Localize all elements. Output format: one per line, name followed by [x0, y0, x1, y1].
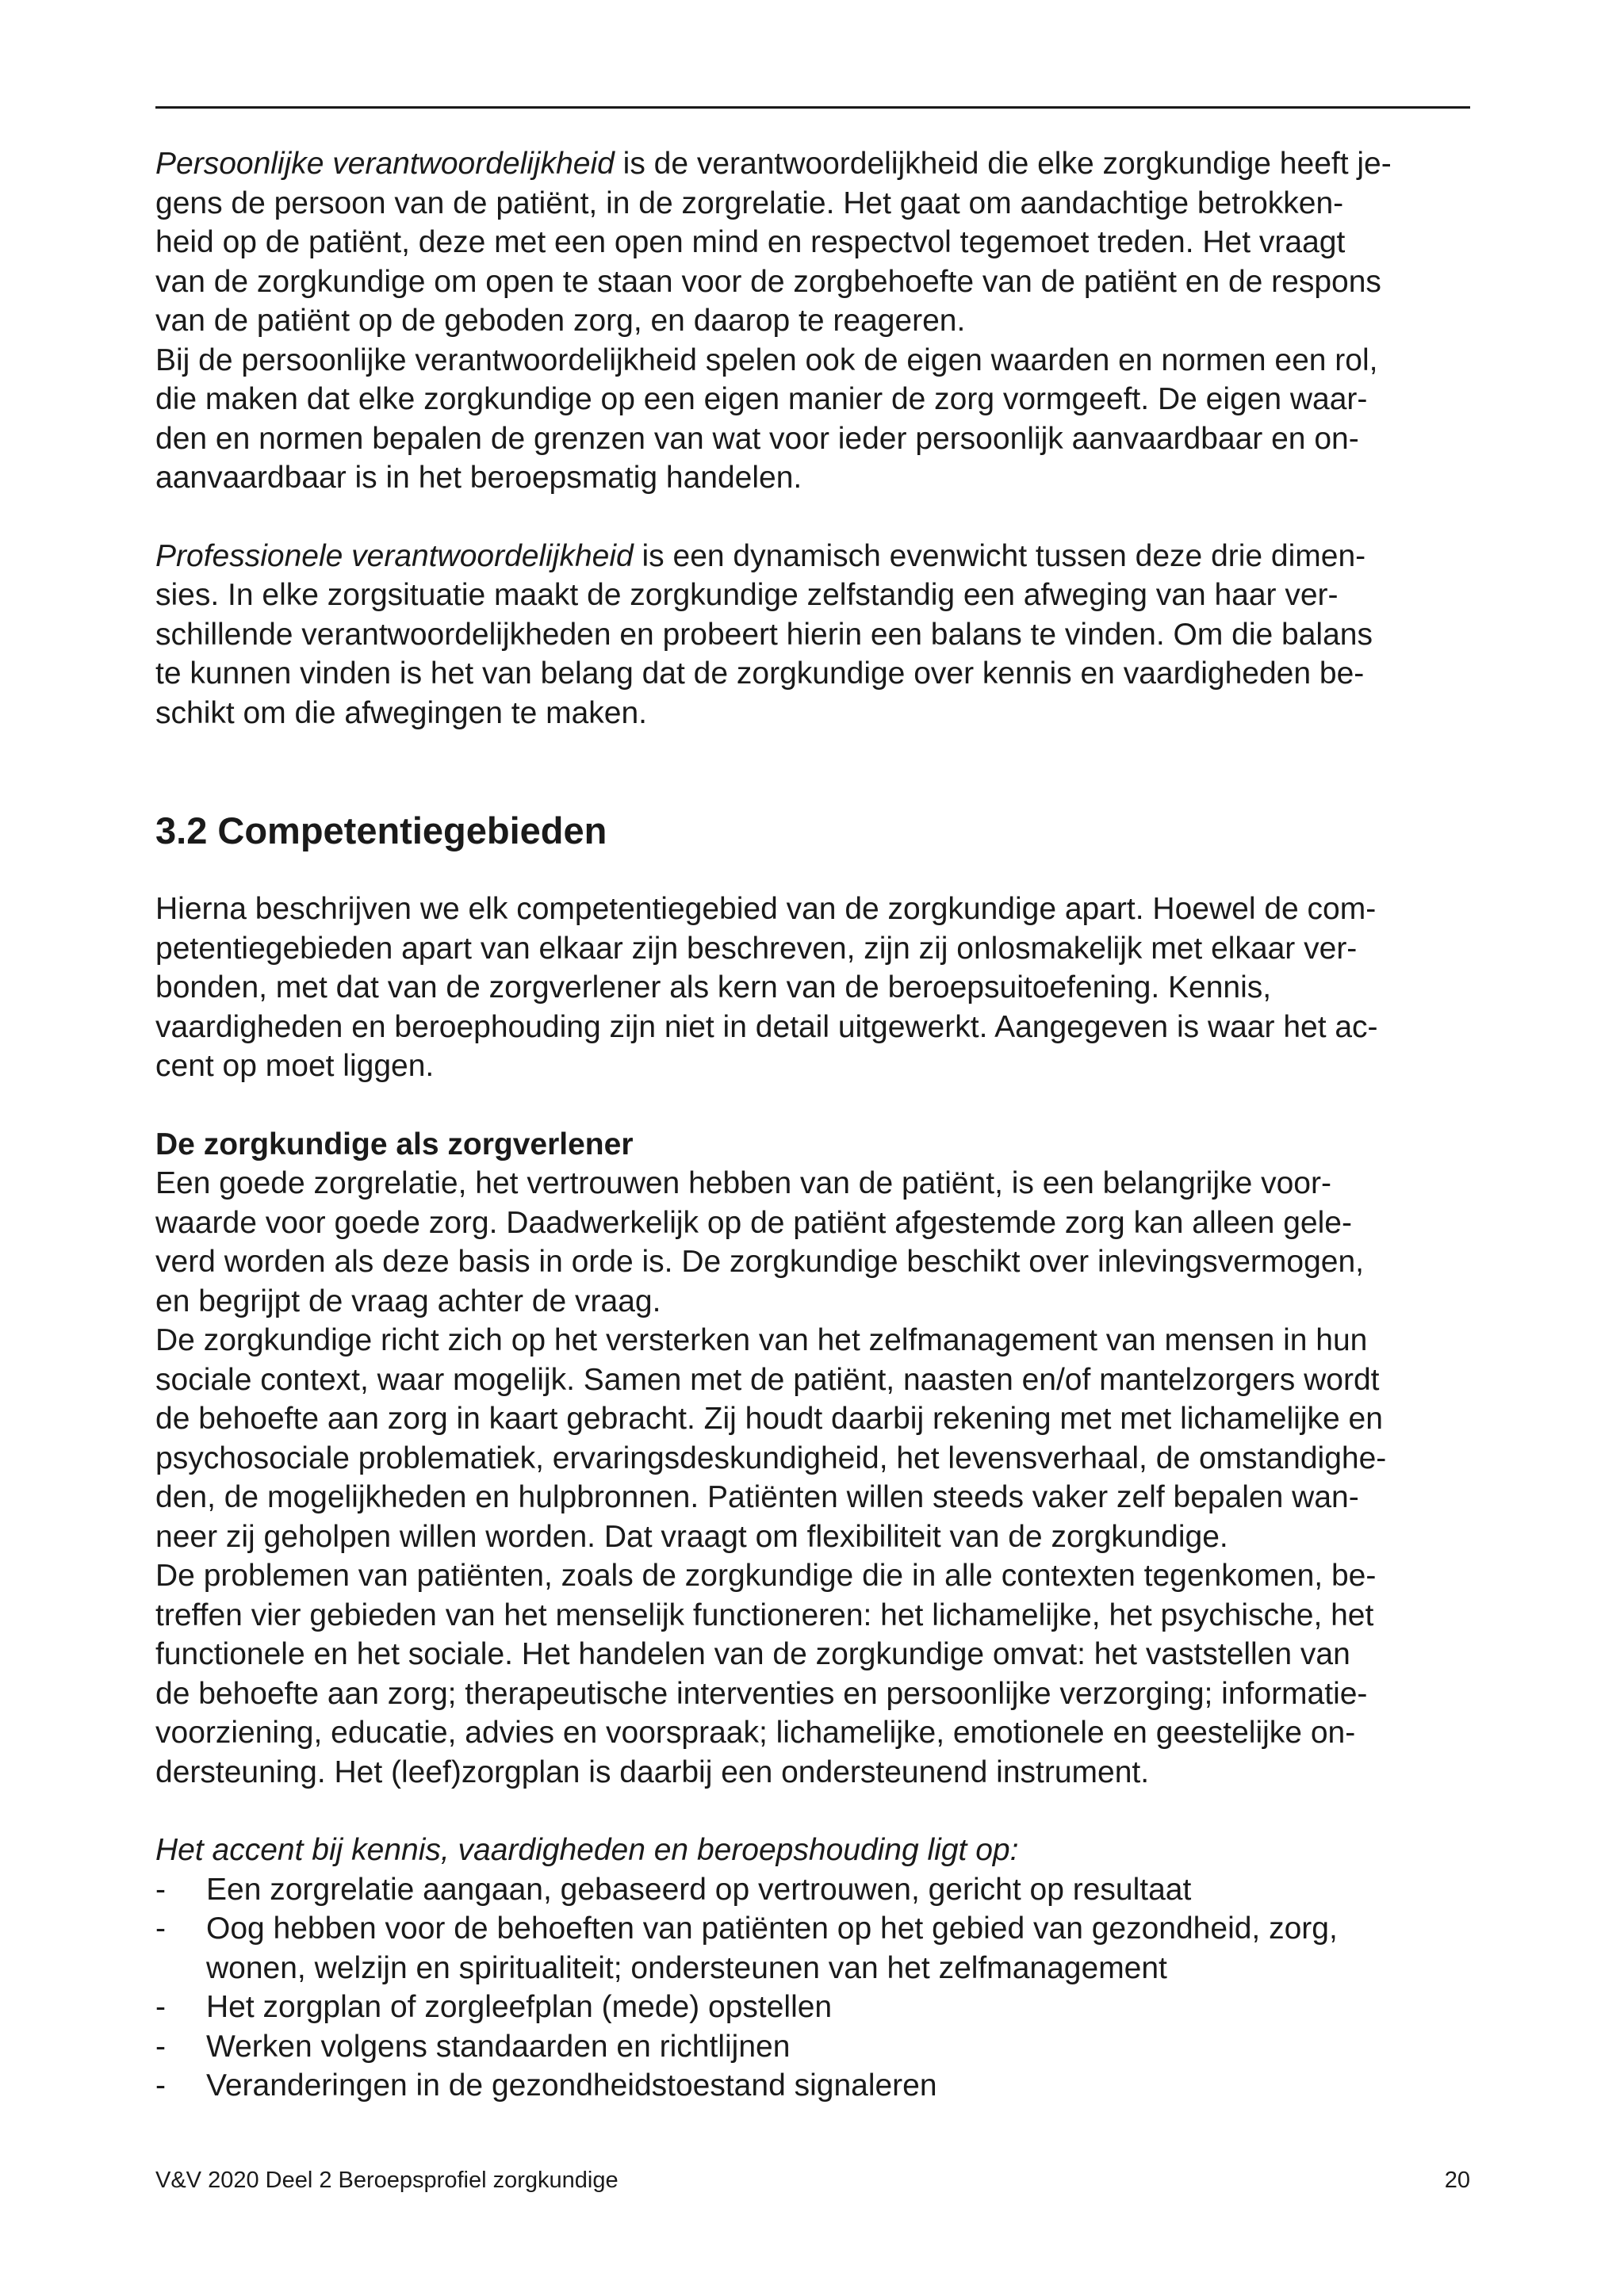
dash-marker: - — [155, 1990, 166, 2024]
subsection-heading: De zorgkundige als zorgverlener — [155, 1127, 634, 1161]
page-number: 20 — [1444, 2168, 1470, 2193]
dash-marker: - — [155, 2029, 166, 2064]
term-personal-responsibility: Persoonlijke verantwoordelijkheid — [155, 147, 615, 181]
list-item: - Een zorgrelatie aangaan, gebaseerd op vertrouwen, gericht op resultaat — [155, 1870, 1470, 1910]
list-item: - Oog hebben voor de behoeften van patiënten op het gebied van gezondheid, zorg, wonen, welzijn en spiritualiteit; ondersteunen van het zelfmanagement — [155, 1909, 1470, 1988]
paragraph-professional-responsibility: Professionele verantwoordelijkheid is een dynamisch evenwicht tussen deze drie dimen- sies. In elke zorgsituatie maakt de zorgkundige zelfstandig een afweging van haar ver- schillende verantwoordelijkheden en probeert hierin een balans te vinden. Om die balans te kunnen vinden is het van belang dat de zorgkundige over kennis en vaardigheden be- schikt om die afwegingen te maken. — [155, 538, 1373, 730]
accent-intro: Het accent bij kennis, vaardigheden en beroepshouding ligt op: — [155, 1833, 1019, 1867]
paragraph-patient-problems: De problemen van patiënten, zoals de zorgkundige die in alle contexten tegenkomen, be- treffen vier gebieden van het menselijk functioneren: het lichamelijke, het psychische, het functionele en het sociale. Het handelen van de zorgkundige omvat: het vaststellen van de behoefte aan zorg; therapeutische interventies en persoonlijke verzorging; informatie- voorziening, educatie, advies en voorspraak; lichamelijke, emotionele en geestelijke on- dersteuning. Het (leef)zorgplan is daarbij een ondersteunend instrument. — [155, 1559, 1377, 1789]
accent-list — [155, 1870, 1470, 2106]
paragraph-self-management: De zorgkundige richt zich op het versterken van het zelfmanagement van mensen in hun sociale context, waar mogelijk. Samen met de patiënt, naasten en/of mantelzorgers wordt de behoefte aan zorg in kaart gebracht. Zij houdt daarbij rekening met met lichamelijke en psychosociale problematiek, ervaringsdeskundigheid, het levensverhaal, de omstandighe- den, de mogelijkheden en hulpbronnen. Patiënten willen steeds vaker zelf bepalen wan- neer zij geholpen willen worden. Dat vraagt om flexibiliteit van de zorgkundige. — [155, 1323, 1387, 1554]
dash-marker: - — [155, 1911, 166, 1946]
page-content — [155, 144, 1470, 2106]
paragraph-own-values: Bij de persoonlijke verantwoordelijkheid spelen ook de eigen waarden en normen een rol, die maken dat elke zorgkundige op een eigen manier de zorg vormgeeft. De eigen waar- den en normen bepalen de grenzen van wat voor ieder persoonlijk aanvaardbaar en on- aanvaardbaar is in het beroepsmatig handelen. — [155, 342, 1378, 495]
list-item: - Het zorgplan of zorgleefplan (mede) opstellen — [155, 1988, 1470, 2027]
section-heading: 3.2 Competentiegebieden — [155, 809, 607, 851]
list-item: - Werken volgens standaarden en richtlijnen — [155, 2027, 1470, 2067]
dash-marker: - — [155, 2068, 166, 2103]
term-professional-responsibility: Professionele verantwoordelijkheid — [155, 538, 634, 573]
footer-title: V&V 2020 Deel 2 Beroepsprofiel zorgkundige — [155, 2168, 619, 2193]
dash-marker: - — [155, 1872, 166, 1907]
list-item: - Veranderingen in de gezondheidstoestand signaleren — [155, 2066, 1470, 2106]
paragraph-personal-responsibility: Persoonlijke verantwoordelijkheid is de verantwoordelijkheid die elke zorgkundige heeft je- gens de persoon van de patiënt, in de zorgrelatie. Het gaat om aandachtige betrokken- heid op de patiënt, deze met een open mind en respectvol tegemoet treden. Het vraagt van de zorgkundige om open te staan voor de zorgbehoefte van de patiënt en de respons van de patiënt op de geboden zorg, en daarop te reageren. — [155, 147, 1392, 338]
paragraph-care-relation: Een goede zorgrelatie, het vertrouwen hebben van de patiënt, is een belangrijke voor- waarde voor goede zorg. Daadwerkelijk op de patiënt afgestemde zorg kan alleen gele- verd worden als deze basis in orde is. De zorgkundige beschikt over inlevingsvermogen, en begrijpt de vraag achter de vraag. — [155, 1166, 1364, 1318]
header-rule — [155, 106, 1470, 109]
paragraph-competence-intro: Hierna beschrijven we elk competentiegebied van de zorgkundige apart. Hoewel de com- petentiegebieden apart van elkaar zijn beschreven, zijn zij onlosmakelijk met elkaar ver- bonden, met dat van de zorgverlener als kern van de beroepsuitoefening. Kennis, vaardigheden en beroephouding zijn niet in detail uitgewerkt. Aangegeven is waar het ac- cent op moet liggen. — [155, 892, 1378, 1083]
